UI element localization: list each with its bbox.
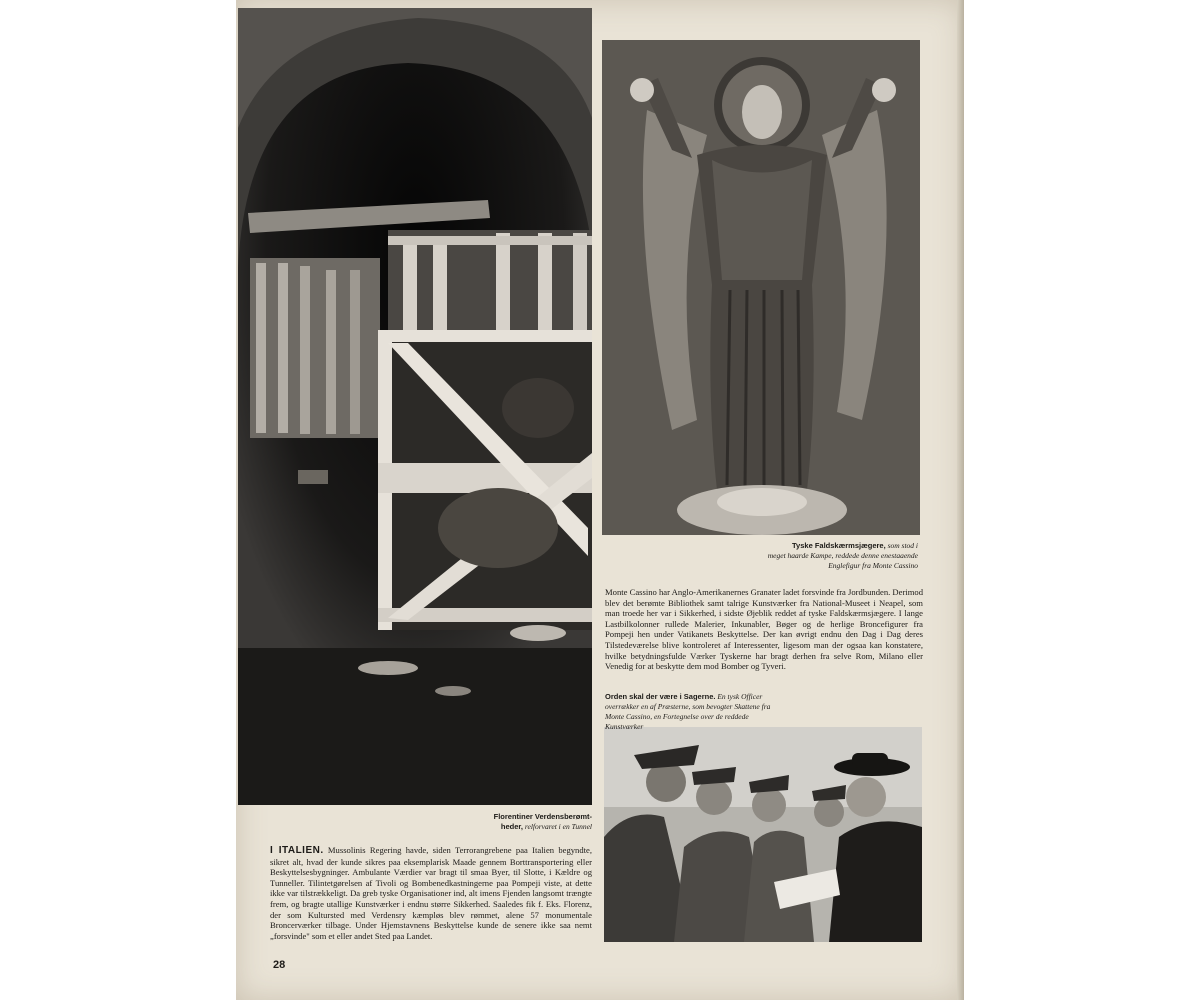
page-number: 28 [273, 959, 286, 971]
officers-photo [604, 727, 922, 942]
italien-heading: I ITALIEN. [270, 845, 324, 856]
angel-caption-text-2: meget haarde Kampe, reddede denne enestaaende Englefigur fra Monte Cassino [767, 551, 918, 570]
angel-caption-text-1: som stod i [885, 541, 918, 550]
tunnel-caption-lead-2: heder, [500, 822, 523, 831]
officers-caption [605, 692, 783, 732]
angel-statue-photo [602, 40, 920, 535]
tunnel-caption-lead: Florentiner Verdensberømt- [493, 812, 592, 821]
page-edge [957, 0, 964, 1000]
angel-caption-lead: Tyske Faldskærmsjægere, [792, 541, 886, 550]
tunnel-crates-photo [238, 8, 592, 805]
italien-body: Mussolinis Regering havde, siden Terrorangrebene paa Italien begyndte, sikret alt, hvad der kunde sikres paa eksemplarisk Maade gennem Borttransportering eller Beskyttelsesbygninger. Ambulante Værdier var bragt til smaa Byer, til Slotte, i Kældre og Tunneller. Tilintetgørelsen af Tivoli og Bombenedkastningerne paa Pompeji viste, at dette ikke var tilstrækkeligt. Da greb tyske Organisationer ind, alt imens Fjenden langsomt trængte frem, og bragte utallige Kunstværker i endnu større Sikkerhed. Saaledes fik f. Eks. Florenz, der som Kultursted med Verdensry kæmpløs blev rømmet, alene 57 monumentale Broncerværker tilbage. Under Hjemstavnens Beskyttelse kunde de senere ikke saa nemt „forsvinde" som et eller andet Sted paa Landet. [270, 845, 592, 941]
tunnel-caption [480, 812, 592, 832]
officers-caption-text: En tysk Officer overrækker en af Præsterne, som bevogter Skattene fra Monte Cassino, en Fortegnelse over de reddede Kunstværker [605, 692, 771, 731]
angel-caption [742, 541, 918, 571]
tunnel-caption-text: relforvaret i en Tunnel [522, 822, 592, 831]
monte-cassino-article: Monte Cassino har Anglo-Amerikanernes Granater ladet forsvinde fra Jordbunden. Derimod blev det berømte Bibliothek samt talrige Kunstværker fra National-Museet i Neapel, som man troede her var i Sikkerhed, i sidste Øjeblik reddet af tyske Faldskærmsjægere. I lange Lastbilkolonner rullede Malerier, Inkunabler, Bøger og de herlige Broncefigurer fra Pompeji hen under Vatikanets Beskyttelse. Der kan øvrigt endnu den Dag i Dag deres Tilstedeværelse blive kontroleret af Interessenter, ligesom man der ogsaa kan konstatere, hvilke betydningsfulde Værker Tyskerne har bragt derhen fra selve Rom, Milano eller Venedig for at beskytte dem mod Bomber og Tyveri. [605, 587, 923, 672]
officers-caption-lead: Orden skal der være i Sagerne. [605, 692, 716, 701]
italien-article [270, 845, 592, 941]
